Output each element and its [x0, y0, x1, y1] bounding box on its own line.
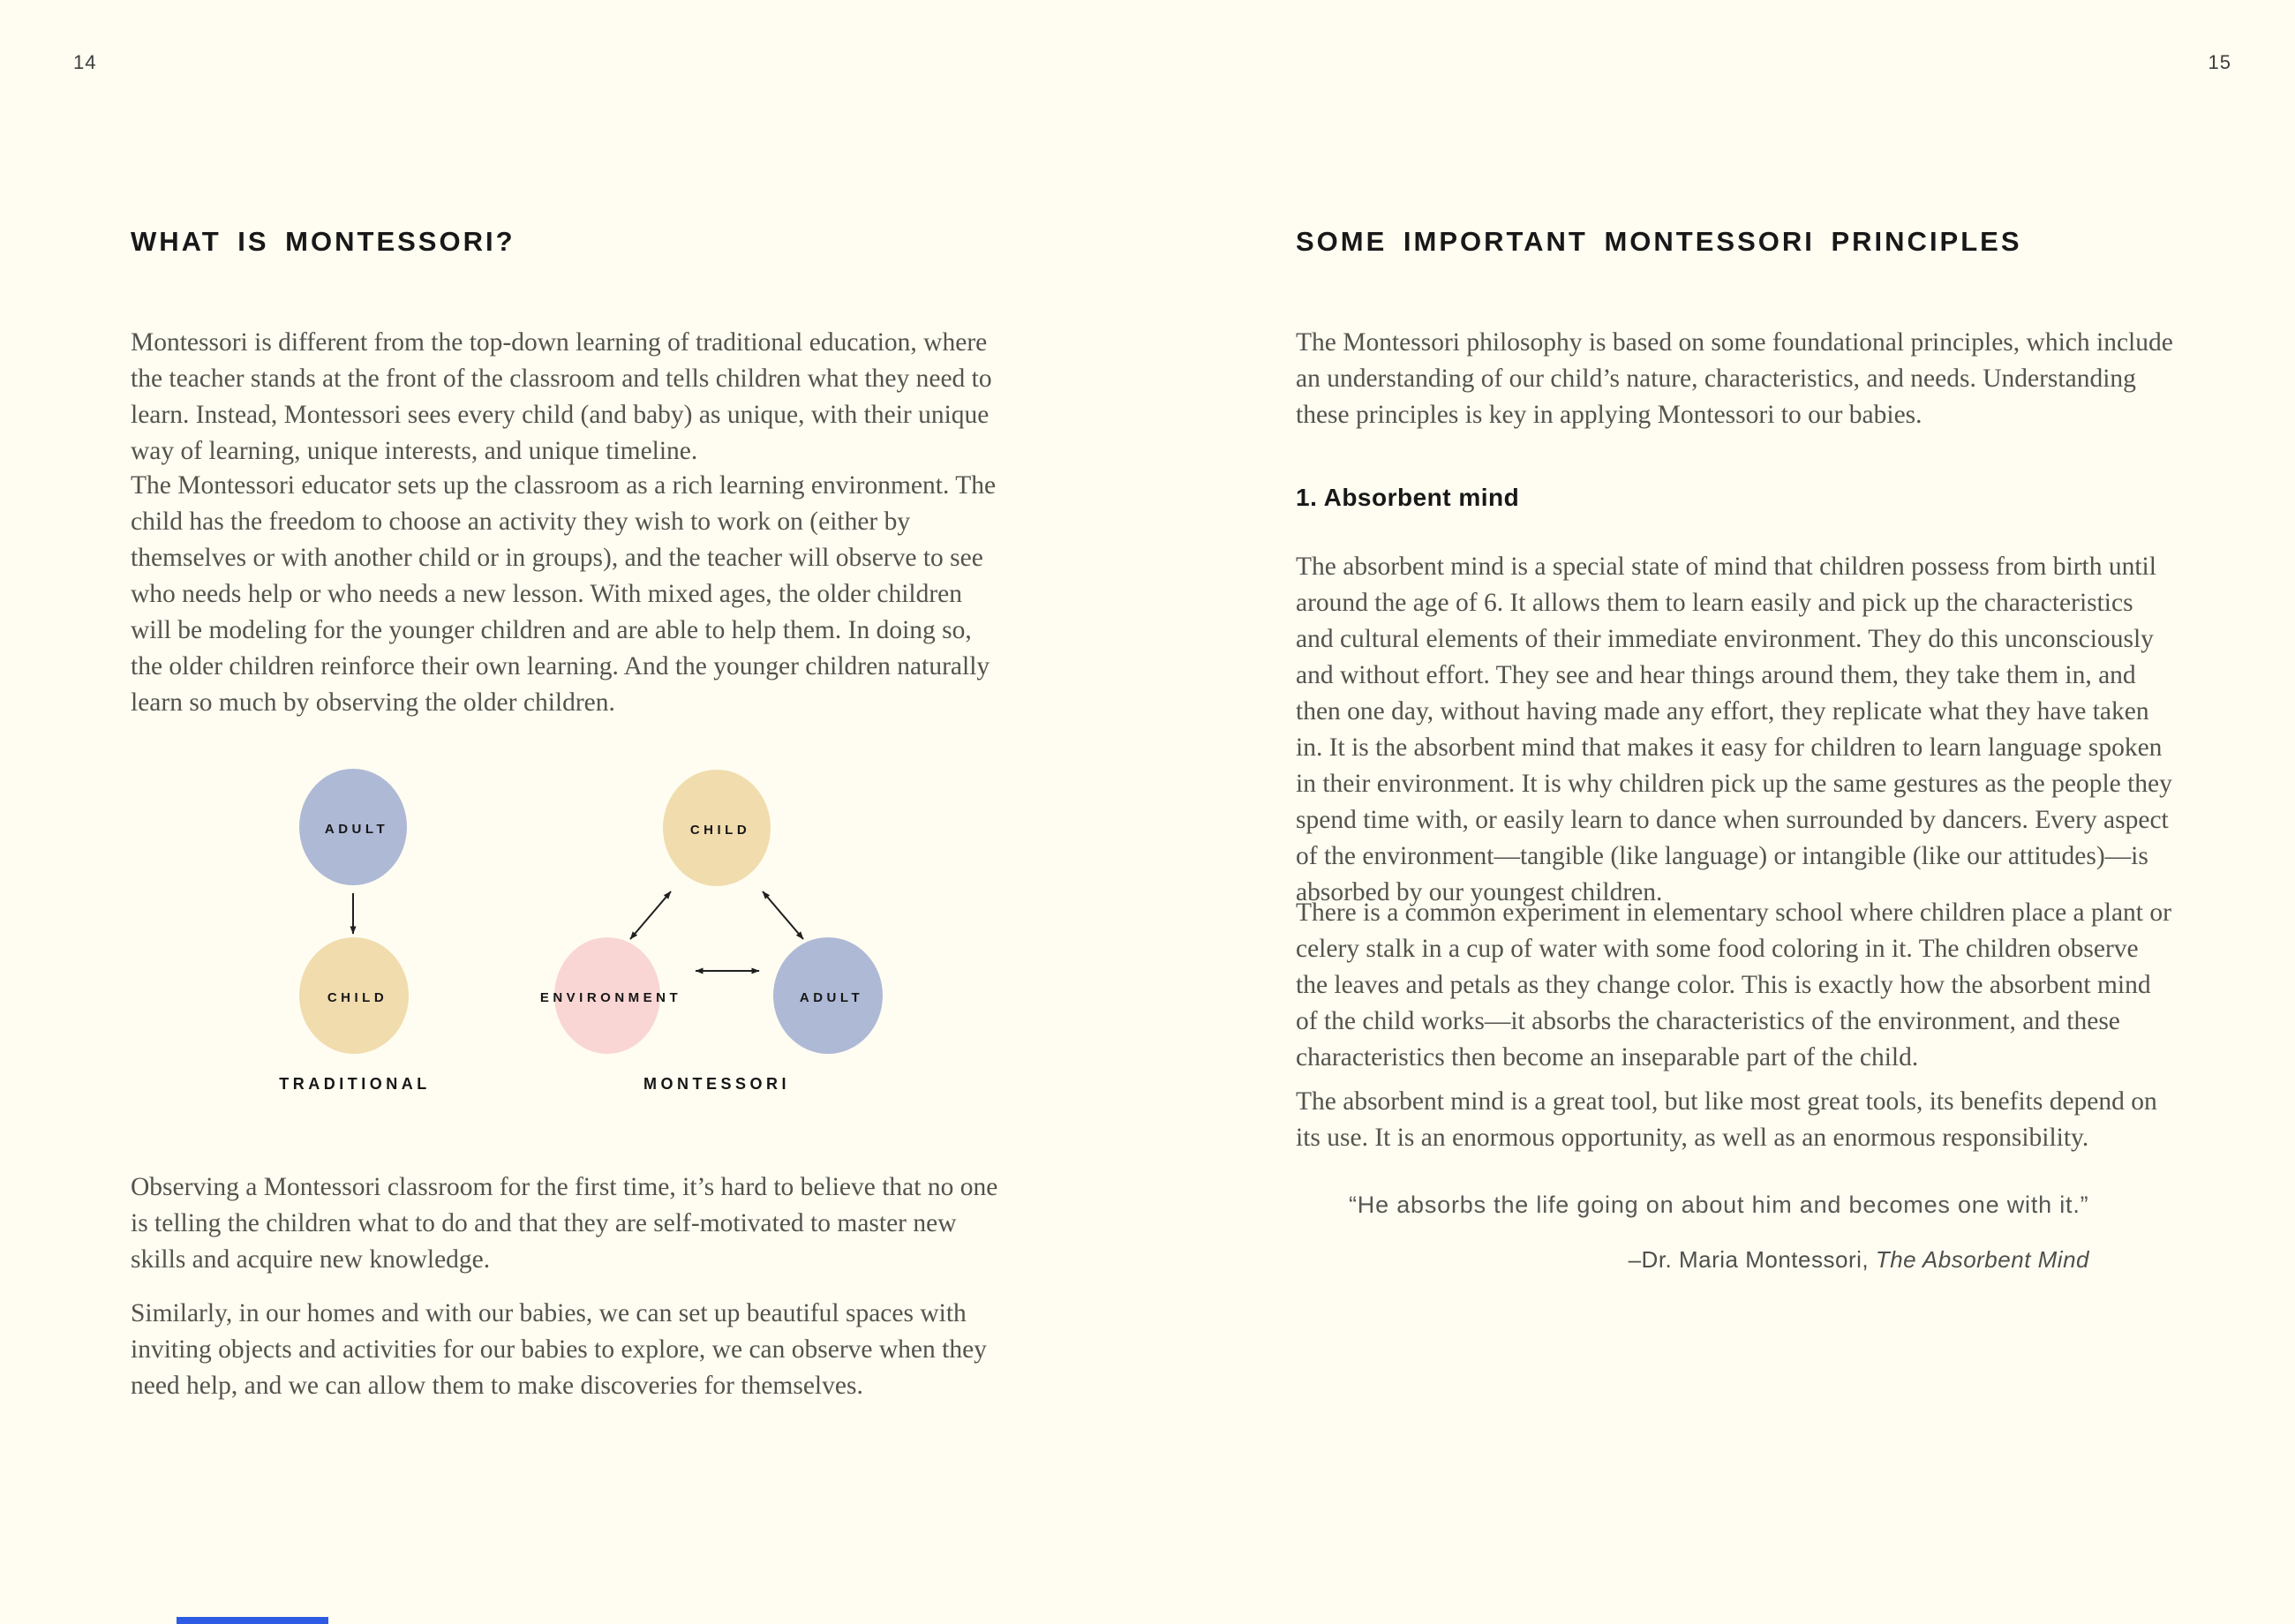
quote-attribution: [1296, 1246, 2174, 1274]
montessori-environment-label: ENVIRONMENT: [539, 990, 682, 1005]
montessori-caption: MONTESSORI: [643, 1075, 791, 1093]
attribution-author: –Dr. Maria Montessori,: [1628, 1246, 1876, 1273]
left-paragraph-1: Montessori is different from the top-down learning of traditional education, where the teacher stands at the front of the classroom and tells children what they need to learn. Instead, Montessori sees every child (and baby) as unique, with their unique way of learning, unique interests, and unique timeline.: [131, 328, 992, 465]
right-paragraph-2: There is a common experiment in elementary school where children place a plant or celery stalk in a cup of water with some food coloring in it. The children observe the leaves and petals as they change color. This is exactly how the absorbent mind of the child works—it absorbs the characteristics of the environment, and these characteristics then become an inseparable part of the child.: [1296, 898, 2171, 1071]
child-adult-arrow: [763, 891, 803, 939]
left-page-title: WHAT IS MONTESSORI?: [131, 226, 515, 257]
traditional-caption: TRADITIONAL: [279, 1075, 431, 1093]
traditional-child-label: CHILD: [327, 990, 388, 1005]
child-environment-arrow: [630, 891, 671, 939]
montessori-adult-label: ADULT: [799, 990, 864, 1005]
right-page-number: 15: [2208, 51, 2231, 73]
left-paragraph-2: The Montessori educator sets up the classroom as a rich learning environment. The child has the freedom to choose an activity they wish to work on (either by themselves or with another child or in groups), and the teacher will observe to see who needs help or who needs a new lesson. With mixed ages, the older children will be modeling for the younger children and are able to help them. In doing so, the older children reinforce their own learning. And the younger children naturally learn so much by observing the older children.: [131, 471, 997, 717]
left-paragraph-3: Observing a Montessori classroom for the first time, it’s hard to believe that no one is telling the children what to do and that they are self-motivated to master new skills and acquire new knowledge.: [131, 1173, 998, 1274]
right-paragraph-3: The absorbent mind is a great tool, but like most great tools, its benefits depend on its use. It is an enormous opportunity, as well as an enormous responsibility.: [1296, 1087, 2157, 1152]
right-paragraph-1: The absorbent mind is a special state of mind that children possess from birth until around the age of 6. It allows them to learn easily and pick up the characteristics and cultural elements of their immediate environment. They do this unconsciously and without effort. They see and hear things around them, they take them in, and then one day, without having made any effort, they replicate what they have taken in. It is the absorbent mind that makes it easy for children to learn language spoken in their environment. It is why children pick up the same gestures as the people they spend time with, or easily learn to dance when surrounded by dancers. Every aspect of the environment—tangible (like language) or intangible (like our attitudes)—is absorbed by our youngest children.: [1296, 553, 2172, 906]
absorbent-mind-heading: 1. Absorbent mind: [1296, 484, 1520, 511]
montessori-child-label: CHILD: [689, 823, 751, 838]
right-page-title: SOME IMPORTANT MONTESSORI PRINCIPLES: [1296, 226, 2022, 257]
left-paragraph-4: Similarly, in our homes and with our babies, we can set up beautiful spaces with inviting objects and activities for our babies to explore, we can observe when they need help, and we can allow them to make discoveries for themselves.: [131, 1299, 987, 1400]
montessori-quote: “He absorbs the life going on about him and becomes one with it.”: [1349, 1192, 2089, 1218]
bottom-accent-bar: [177, 1617, 328, 1624]
right-intro-paragraph: The Montessori philosophy is based on some foundational principles, which include an understanding of our child’s nature, characteristics, and needs. Understanding these principles is key in applying Montessori to our babies.: [1296, 328, 2173, 429]
attribution-book-title: The Absorbent Mind: [1875, 1246, 2089, 1273]
traditional-adult-label: ADULT: [324, 822, 389, 837]
left-page-number: 14: [73, 51, 97, 73]
traditional-vs-montessori-diagram: [131, 752, 1013, 1109]
